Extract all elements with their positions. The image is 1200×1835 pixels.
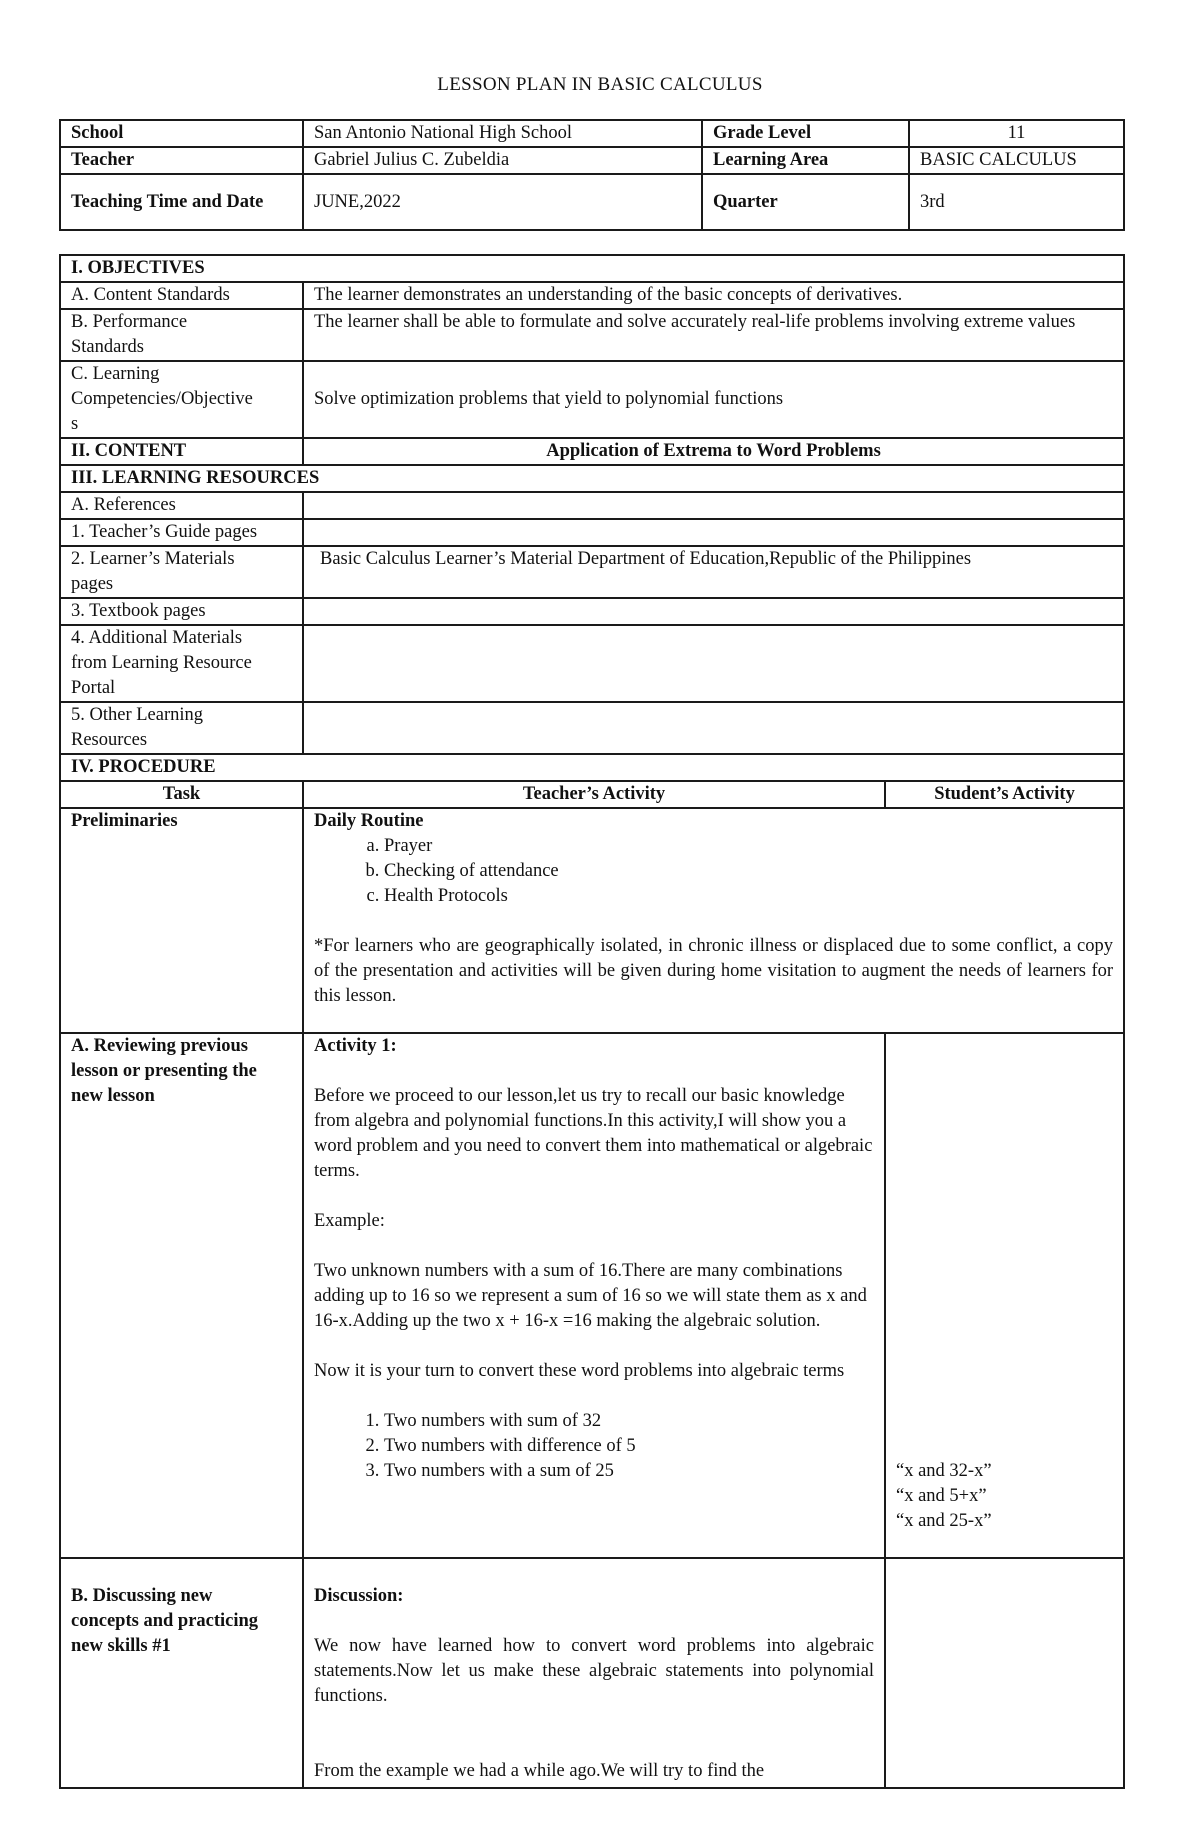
additional-line-1: 4. Additional Materials [71,628,243,648]
content-standards-row [60,282,1124,309]
problem-list [314,1409,874,1484]
references-value [303,492,1124,519]
answer-1: “x and 32-x” [896,1461,992,1481]
answer-3: “x and 25-x” [896,1511,992,1531]
preliminaries-task: Preliminaries [60,808,303,1033]
review-task-line-3: new lesson [71,1086,155,1106]
daily-routine-title: Daily Routine [314,811,424,831]
area-label: Learning Area [702,147,909,174]
preliminaries-activity [303,808,1124,1033]
content-row [60,438,1124,465]
learner-materials-line-1: 2. Learner’s Materials [71,549,235,569]
learner-materials-row [60,546,1124,598]
review-teacher-activity [303,1033,885,1558]
time-value: JUNE,2022 [303,174,702,230]
objectives-heading: I. OBJECTIVES [60,255,1124,282]
col-student: Student’s Activity [885,781,1124,808]
teacher-label: Teacher [60,147,303,174]
list-item: 3. Two numbers with a sum of 25 [384,1459,874,1484]
textbook-value [303,598,1124,625]
review-task-line-2: lesson or presenting the [71,1061,257,1081]
references-label: A. References [60,492,303,519]
resources-heading-row [60,465,1124,492]
answer-2: “x and 5+x” [896,1486,987,1506]
activity-title: Activity 1: [314,1036,397,1056]
header-row-school [60,120,1124,147]
other-line-1: 5. Other Learning [71,705,204,725]
quarter-label: Quarter [702,174,909,230]
school-value: San Antonio National High School [303,120,702,147]
competencies-value: Solve optimization problems that yield to polynomial functions [303,361,1124,438]
header-row-time [60,174,1124,230]
learner-materials-value: Basic Calculus Learner’s Material Department of Education,Republic of the Philippines [303,546,1124,598]
textbook-label: 3. Textbook pages [60,598,303,625]
time-label: Teaching Time and Date [60,174,303,230]
performance-label-line-2: Standards [71,337,144,357]
review-task [60,1033,303,1558]
learner-note: *For learners who are geographically isolated, in chronic illness or displaced due to some conflict, a copy of the presentation and activities will be given during home visitation to augment the needs of learners for this lesson. [314,936,1114,1006]
additional-materials-value [303,625,1124,702]
additional-materials-row [60,625,1124,702]
competency-label-line-3: s [71,414,79,434]
references-row [60,492,1124,519]
discussion-row [60,1558,1124,1788]
col-teacher: Teacher’s Activity [303,781,885,808]
other-resources-value [303,702,1124,754]
review-row [60,1033,1124,1558]
competencies-label [60,361,303,438]
performance-label-line-1: B. Performance [71,312,188,332]
grade-label: Grade Level [702,120,909,147]
list-item: a. Prayer [384,834,1113,859]
grade-value: 11 [909,120,1124,147]
discussion-task [60,1558,303,1788]
content-standards-value: The learner demonstrates an understanding of the basic concepts of derivatives. [303,282,1124,309]
school-label: School [60,120,303,147]
list-item: c. Health Protocols [384,884,1113,909]
list-item: 2. Two numbers with difference of 5 [384,1434,874,1459]
list-item: 1. Two numbers with sum of 32 [384,1409,874,1434]
review-task-line-1: A. Reviewing previous [71,1036,248,1056]
content-value: Application of Extrema to Word Problems [303,438,1124,465]
other-resources-label [60,702,303,754]
review-student-activity [885,1033,1124,1558]
col-task: Task [60,781,303,808]
content-heading: II. CONTENT [60,438,303,465]
teacher-value: Gabriel Julius C. Zubeldia [303,147,702,174]
other-resources-row [60,702,1124,754]
additional-line-3: Portal [71,678,116,698]
competency-label-line-1: C. Learning [71,364,160,384]
activity-intro: Before we proceed to our lesson,let us try to recall our basic knowledge from algebra and polynomial functions.In this activity,I will show you a word problem and you need to convert them into mathematical or algebraic terms. [314,1086,873,1181]
preliminaries-row [60,808,1124,1033]
discussion-teacher-activity [303,1558,885,1788]
discussion-task-line-1: B. Discussing new [71,1586,213,1606]
competencies-row [60,361,1124,438]
learner-materials-label [60,546,303,598]
discussion-task-line-2: concepts and practicing [71,1611,259,1631]
discussion-student-activity [885,1558,1124,1788]
example-label: Example: [314,1211,385,1231]
quarter-value: 3rd [909,174,1124,230]
header-table [59,119,1125,231]
objectives-heading-row [60,255,1124,282]
additional-materials-label [60,625,303,702]
performance-standards-value: The learner shall be able to formulate and solve accurately real-life problems involving extreme values [303,309,1124,361]
performance-standards-label [60,309,303,361]
discussion-title: Discussion: [314,1586,404,1606]
other-line-2: Resources [71,730,148,750]
routine-list [314,834,1113,909]
list-item: b. Checking of attendance [384,859,1113,884]
additional-line-2: from Learning Resource [71,653,252,673]
textbook-row [60,598,1124,625]
teacher-guide-value [303,519,1124,546]
lesson-table [59,254,1125,1789]
teacher-guide-label: 1. Teacher’s Guide pages [60,519,303,546]
procedure-columns-row [60,781,1124,808]
example-text: Two unknown numbers with a sum of 16.There are many combinations adding up to 16 so we represent a sum of 16 so we will state them as x and 16-x.Adding up the two x + 16-x =16 making the algebraic solution. [314,1261,867,1331]
procedure-heading-row [60,754,1124,781]
turn-text: Now it is your turn to convert these word problems into algebraic terms [314,1361,845,1381]
header-row-teacher [60,147,1124,174]
procedure-heading: IV. PROCEDURE [60,754,1124,781]
discussion-para-2: From the example we had a while ago.We will try to find the [314,1761,765,1781]
performance-standards-row [60,309,1124,361]
discussion-para-1: We now have learned how to convert word problems into algebraic statements.Now let us make these algebraic statements into polynomial functions. [314,1636,874,1706]
discussion-task-line-3: new skills #1 [71,1636,171,1656]
teacher-guide-row [60,519,1124,546]
learner-materials-line-2: pages [71,574,114,594]
content-standards-label: A. Content Standards [60,282,303,309]
resources-heading: III. LEARNING RESOURCES [60,465,1124,492]
page-title: LESSON PLAN IN BASIC CALCULUS [437,74,763,95]
competency-label-line-2: Competencies/Objective [71,389,253,409]
area-value: BASIC CALCULUS [909,147,1124,174]
